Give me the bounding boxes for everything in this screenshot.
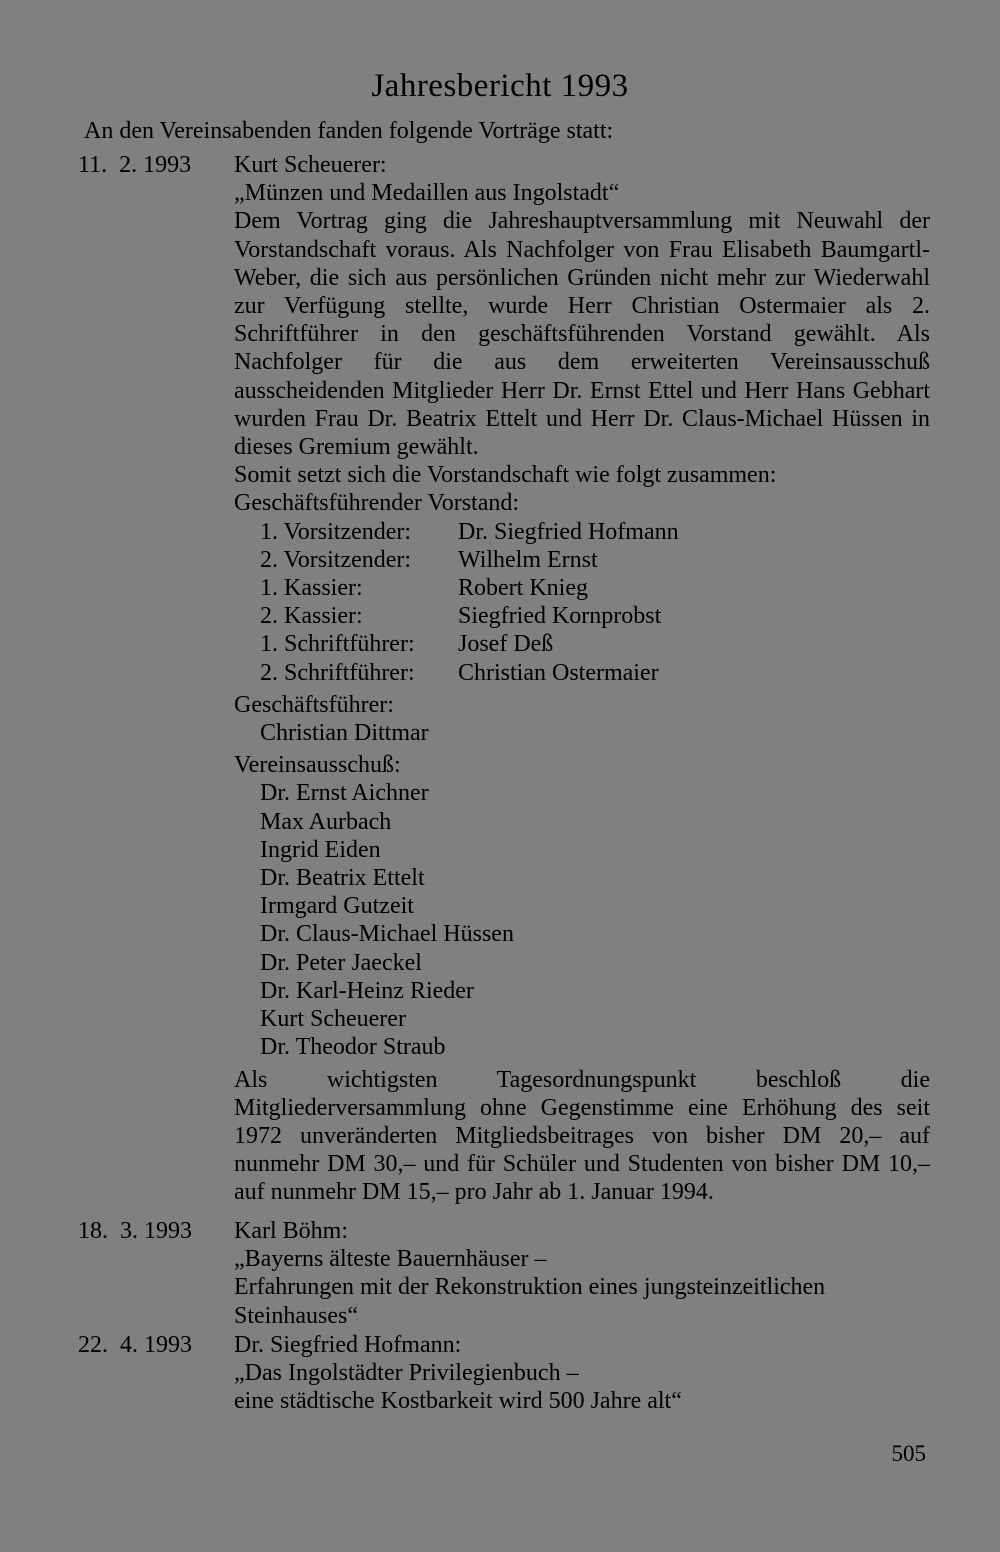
- intro-text: An den Vereinsabenden fanden folgende Vorträge statt:: [84, 118, 614, 144]
- board-name: Josef Deß: [458, 631, 554, 658]
- page-number: 505: [891, 1441, 926, 1466]
- committee-member: Irmgard Gutzeit: [260, 893, 414, 920]
- board-role: 2. Schriftführer:: [260, 659, 415, 686]
- entry-date: 22. 4. 1993: [78, 1332, 192, 1358]
- speaker: Karl Böhm:: [234, 1218, 348, 1244]
- talk-title: „Das Ingolstädter Privilegienbuch –: [234, 1360, 579, 1387]
- entry-3: [78, 1331, 930, 1416]
- board-role: 2. Vorsitzender:: [260, 546, 412, 573]
- talk-subtitle: Erfahrungen mit der Rekonstruktion eines jungsteinzeitlichen Steinhauses“: [234, 1274, 826, 1329]
- board-name: Wilhelm Ernst: [458, 546, 598, 573]
- board-name: Robert Knieg: [458, 575, 588, 602]
- talk-title: „Münzen und Medaillen aus Ingolstadt“: [234, 180, 620, 207]
- board-name: Siegfried Kornprobst: [458, 603, 662, 630]
- entry-body: [234, 1217, 930, 1330]
- board-name: Christian Ostermaier: [458, 659, 659, 686]
- board-name: Dr. Siegfried Hofmann: [458, 518, 679, 545]
- committee-member: Dr. Karl-Heinz Rieder: [260, 977, 474, 1004]
- entry-1: [78, 151, 930, 1207]
- meeting-report-paragraph: Dem Vortrag ging die Jahreshauptversammlung mit Neuwahl der Vorstandschaft voraus. Als Nachfolger von Frau Elisabeth Baumgartl-Weber, die sich aus persönlichen Gründen nicht mehr zur Wiederwahl zur Verfügung stellte, wurde Herr Christian Ostermaier als 2. Schriftführer in den geschäftsführenden Vorstand gewählt. Als Nachfolger für die aus dem erweiterten Vereinsausschuß ausscheidenden Mitglieder Herr Dr. Ernst Ettel und Herr Hans Gebhart wurden Frau Dr. Beatrix Ettelt und Herr Dr. Claus-Michael Hüssen in dieses Gremium gewählt.: [234, 208, 930, 461]
- page-title: Jahresbericht 1993: [371, 68, 629, 104]
- entry-date: 11. 2. 1993: [78, 152, 192, 178]
- talk-title: „Bayerns älteste Bauernhäuser –: [234, 1246, 547, 1273]
- committee-heading: Vereinsausschuß:: [234, 752, 401, 779]
- committee-member: Kurt Scheuerer: [260, 1006, 406, 1033]
- committee-member: Ingrid Eiden: [260, 836, 381, 863]
- talk-subtitle: eine städtische Kostbarkeit wird 500 Jahre alt“: [234, 1388, 682, 1415]
- committee-member: Dr. Ernst Aichner: [260, 780, 429, 807]
- entry-2: [78, 1217, 930, 1330]
- board-role: 2. Kassier:: [260, 603, 363, 630]
- committee-list: [234, 779, 930, 1061]
- entry-body: [234, 151, 930, 1207]
- committee-member: Max Aurbach: [260, 808, 392, 835]
- board-role: 1. Kassier:: [260, 575, 363, 602]
- speaker: Dr. Siegfried Hofmann:: [234, 1332, 462, 1358]
- membership-fee-paragraph: Als wichtigsten Tagesordnungspunkt beschloß die Mitgliederversammlung ohne Gegenstimme eine Erhöhung des seit 1972 unveränderten Mitgliedsbeitrages von bisher DM 20,– auf nunmehr DM 30,– und für Schüler und Studenten von bisher DM 10,– auf nunmehr DM 15,– pro Jahr ab 1. Januar 1994.: [234, 1066, 930, 1206]
- board-list: [234, 518, 930, 687]
- board-heading: Geschäftsführender Vorstand:: [234, 490, 520, 517]
- manager-name: Christian Dittmar: [260, 720, 429, 747]
- manager-heading: Geschäftsführer:: [234, 691, 394, 718]
- entry-body: [234, 1331, 930, 1416]
- entry-date: 18. 3. 1993: [78, 1218, 192, 1244]
- board-role: 1. Vorsitzender:: [260, 518, 412, 545]
- committee-member: Dr. Beatrix Ettelt: [260, 865, 425, 892]
- speaker: Kurt Scheuerer:: [234, 152, 387, 178]
- board-role: 1. Schriftführer:: [260, 631, 415, 658]
- committee-member: Dr. Theodor Straub: [260, 1034, 446, 1061]
- board-intro: Somit setzt sich die Vorstandschaft wie folgt zusammen:: [234, 462, 777, 489]
- committee-member: Dr. Claus-Michael Hüssen: [260, 921, 514, 948]
- committee-member: Dr. Peter Jaeckel: [260, 949, 422, 976]
